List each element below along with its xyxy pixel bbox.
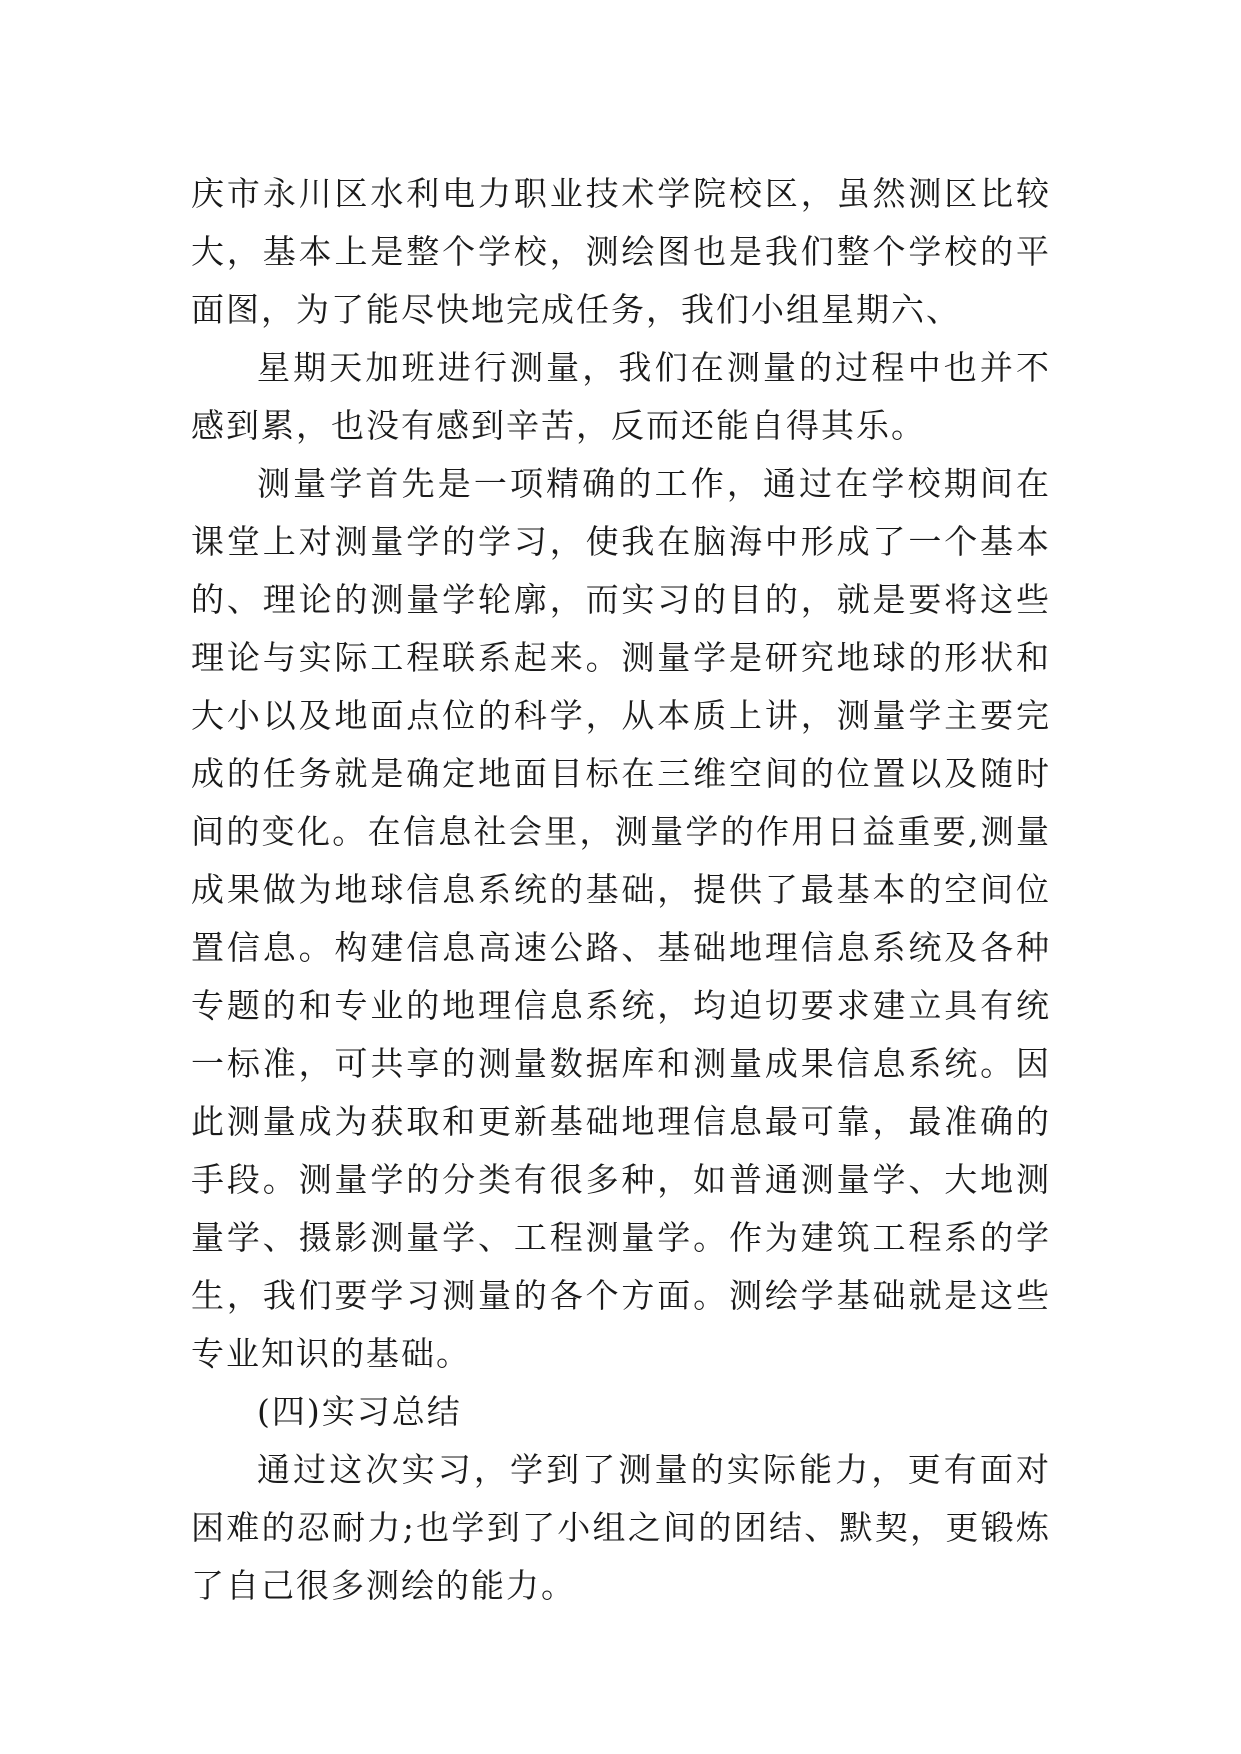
paragraph-weekend-work: 星期天加班进行测量，我们在测量的过程中也并不感到累，也没有感到辛苦，反而还能自得其乐。 <box>191 348 1051 445</box>
paragraph-summary: 通过这次实习，学到了测量的实际能力，更有面对困难的忍耐力;也学到了小组之间的团结、默契，更锻炼了自己很多测绘的能力。 <box>191 1450 1051 1605</box>
section-heading-summary: (四)实习总结 <box>257 1392 462 1431</box>
paragraph-continuation: 庆市永川区水利电力职业技术学院校区，虽然测区比较大，基本上是整个学校，测绘图也是我们整个学校的平面图，为了能尽快地完成任务，我们小组星期六、 <box>191 174 1051 329</box>
paragraph-surveying-science: 测量学首先是一项精确的工作，通过在学校期间在课堂上对测量学的学习，使我在脑海中形成了一个基本的、理论的测量学轮廓，而实习的目的，就是要将这些理论与实际工程联系起来。测量学是研究地球的形状和大小以及地面点位的科学，从本质上讲，测量学主要完成的任务就是确定地面目标在三维空间的位置以及随时间的变化。在信息社会里，测量学的作用日益重要,测量成果做为地球信息系统的基础，提供了最基本的空间位置信息。构建信息高速公路、基础地理信息系统及各种专题的和专业的地理信息系统，均迫切要求建立具有统一标准，可共享的测量数据库和测量成果信息系统。因此测量成为获取和更新基础地理信息最可靠，最准确的手段。测量学的分类有很多种，如普通测量学、大地测量学、摄影测量学、工程测量学。作为建筑工程系的学生，我们要学习测量的各个方面。测绘学基础就是这些专业知识的基础。 <box>191 464 1051 1373</box>
document-page <box>191 165 1051 1615</box>
